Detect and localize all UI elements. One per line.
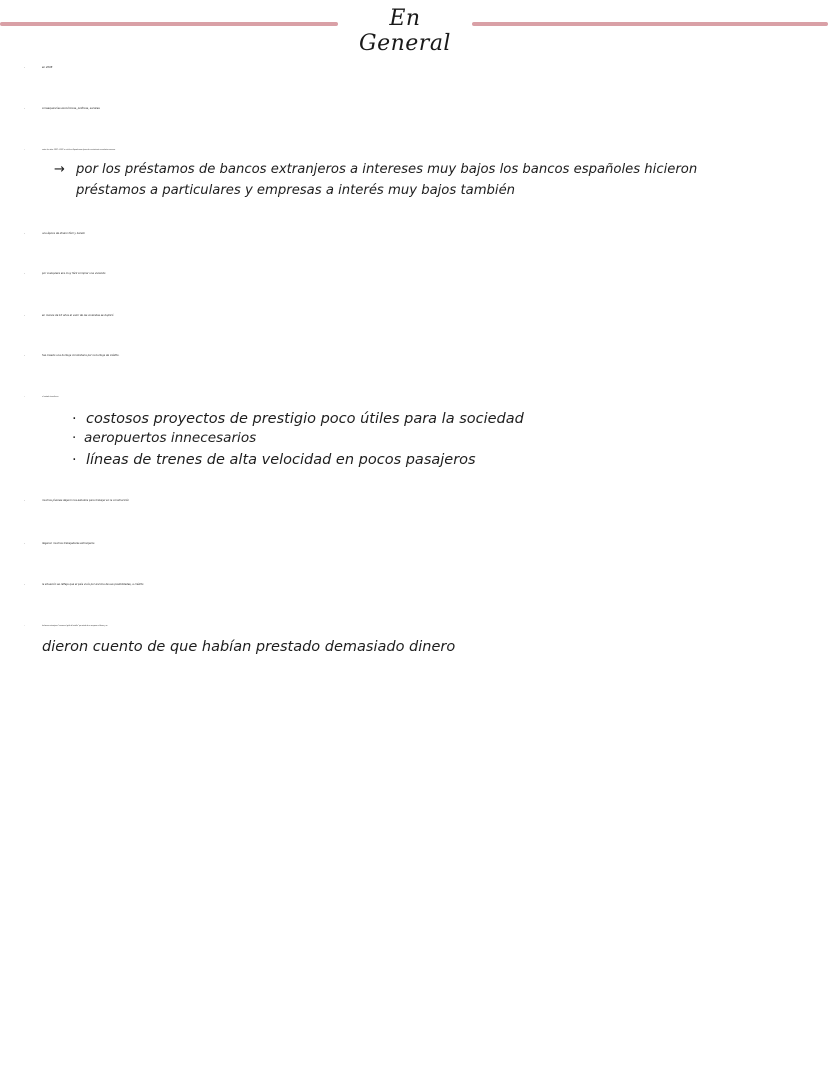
bullet-text: líneas de trenes de alta velocidad en pocos pasajeros xyxy=(86,452,476,468)
dash-bullet: - xyxy=(24,232,25,235)
arrow-icon: → xyxy=(54,162,65,177)
bullet-text: costosos proyectos de prestigio poco útiles para la sociedad xyxy=(86,411,524,427)
dot-bullet: · xyxy=(72,411,77,427)
page-title: En General xyxy=(359,6,451,56)
bullet-text: aeropuertos innecesarios xyxy=(84,430,257,446)
dash-bullet: - xyxy=(24,626,25,627)
item-text: por cualquiera era muy fácil comprar una viviendo xyxy=(42,272,106,275)
dash-bullet: - xyxy=(24,107,25,110)
item-text: el estado invertía en: xyxy=(42,397,59,398)
dot-bullet: · xyxy=(72,430,77,446)
dash-bullet: - xyxy=(24,499,25,502)
item-text: en menos de 10 años el valor de las viviendas se duplicó xyxy=(42,314,114,317)
sub-line xyxy=(76,181,515,201)
dash-bullet: - xyxy=(24,542,25,545)
continuation-line xyxy=(42,637,455,657)
dash-bullet: - xyxy=(24,66,25,69)
dot-bullet: · xyxy=(72,452,77,468)
item-text: entre los años 1997 - 2007 se vivió en España una época de crecimiento económico enorme xyxy=(42,150,116,151)
item-text: llegaron muchos trabajadores extranjeros xyxy=(42,542,95,545)
item-text: los bancos extranjeros "cerraron el grifo del crédito" por miedo de no recuperar el dinero y se xyxy=(42,626,108,627)
continuation-text: dieron cuento de que habían prestado demasiado dinero xyxy=(42,639,456,655)
dash-bullet: - xyxy=(24,397,25,398)
item-text: en 2008 xyxy=(42,66,53,69)
item-text: consequencías económicas, políticas, sociales xyxy=(42,107,100,110)
dash-bullet: - xyxy=(24,583,25,586)
sub-line-text: préstamos a particulares y empresas a interés muy bajos también xyxy=(76,183,516,198)
item-text: la situación se refleja que el país vivía por encima de sus posibilidades, a crédito xyxy=(42,583,144,586)
item-text: muchos jóvenes dejaron los estudios para trabajar en la construcción xyxy=(42,499,130,502)
dash-bullet: - xyxy=(24,150,25,151)
dash-bullet: - xyxy=(24,272,25,275)
sub-line-text: por los préstamos de bancos extranjeros a intereses muy bajos los bancos españoles hicieron xyxy=(76,162,698,177)
dash-bullet: - xyxy=(24,354,25,357)
item-text: fue creado una burbuja inmobiliaria por la burbuja de crédito. xyxy=(42,354,120,357)
item-text: una época de dinero fácil y barato xyxy=(42,232,85,235)
dash-bullet: - xyxy=(24,314,25,317)
